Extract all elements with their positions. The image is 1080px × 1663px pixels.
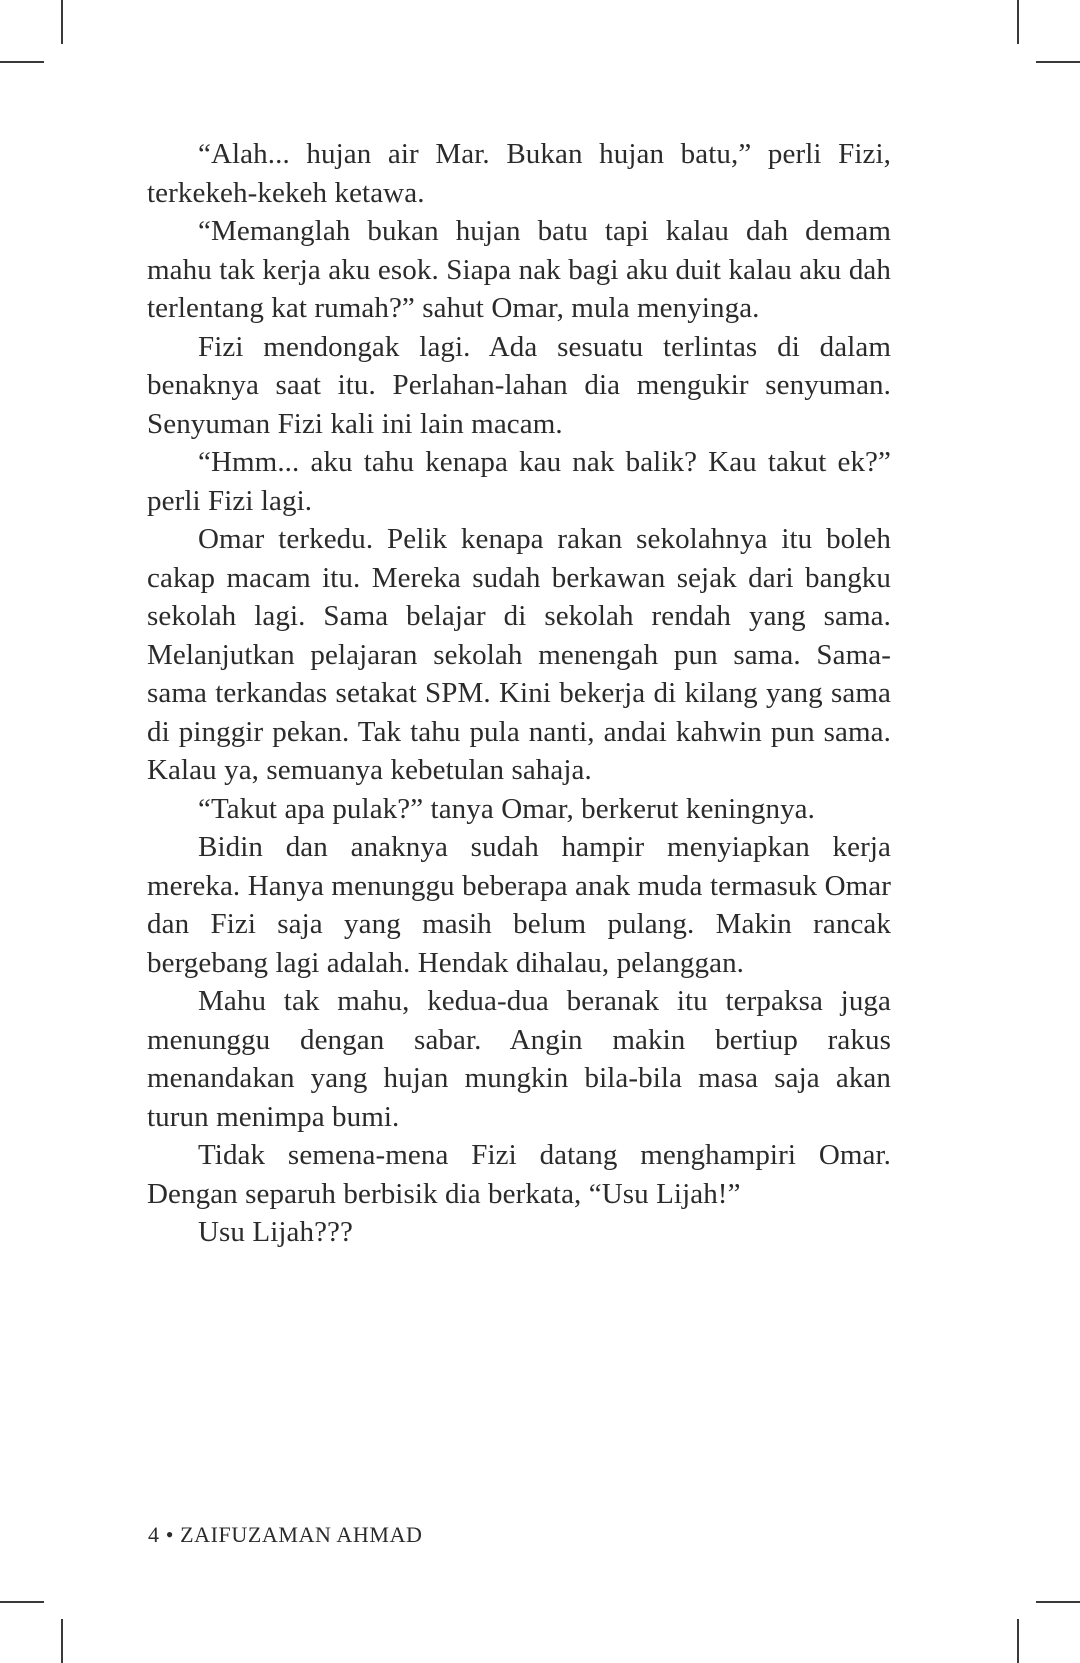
crop-mark-bottom-left-horizontal [0,1601,44,1603]
crop-mark-bottom-right-horizontal [1036,1601,1080,1603]
crop-mark-bottom-left-vertical [61,1619,63,1663]
crop-mark-top-right-vertical [1017,0,1019,44]
paragraph: Bidin dan anaknya sudah hampir menyiapkan kerja mereka. Hanya menunggu beberapa anak muda termasuk Omar dan Fizi saja yang masih belum pulang. Makin rancak bergebang lagi adalah. Hendak dihalau, pelanggan. [147,831,891,979]
paragraph: “Alah... hujan air Mar. Bukan hujan batu,” perli Fizi, terkekeh-kekeh ketawa. [147,138,891,209]
paragraph: Tidak semena-mena Fizi datang menghampiri Omar. Dengan separuh berbisik dia berkata, “Usu Lijah!” [147,1139,891,1210]
paragraph: Fizi mendongak lagi. Ada sesuatu terlintas di dalam benaknya saat itu. Perlahan-lahan dia mengukir senyuman. Senyuman Fizi kali ini lain macam. [147,330,891,440]
crop-mark-bottom-right-vertical [1017,1619,1019,1663]
paragraph: Omar terkedu. Pelik kenapa rakan sekolahnya itu boleh cakap macam itu. Mereka sudah berkawan sejak dari bangku sekolah lagi. Sama belajar di sekolah rendah yang sama. Melanjutkan pelajaran sekolah menengah pun sama. Sama-sama terkandas setakat SPM. Kini bekerja di kilang yang sama di pinggir pekan. Tak tahu pula nanti, andai kahwin pun sama. Kalau ya, semuanya kebetulan sahaja. [147,523,891,786]
paragraph: “Takut apa pulak?” tanya Omar, berkerut keningnya. [198,792,815,825]
crop-mark-top-left-vertical [61,0,63,44]
crop-mark-top-right-horizontal [1036,61,1080,63]
page-body-text [147,135,891,1252]
paragraph: “Memanglah bukan hujan batu tapi kalau dah demam mahu tak kerja aku esok. Siapa nak bagi aku duit kalau aku dah terlentang kat rumah?” sahut Omar, mula menyinga. [147,215,891,324]
crop-mark-top-left-horizontal [0,61,44,63]
paragraph: “Hmm... aku tahu kenapa kau nak balik? Kau takut ek?” perli Fizi lagi. [147,446,891,517]
page-footer: 4 • ZAIFUZAMAN AHMAD [148,1522,423,1547]
paragraph: Mahu tak mahu, kedua-dua beranak itu terpaksa juga menunggu dengan sabar. Angin makin bertiup rakus menandakan yang hujan mungkin bila-bila masa saja akan turun menimpa bumi. [147,985,891,1133]
paragraph: Usu Lijah??? [198,1216,353,1248]
